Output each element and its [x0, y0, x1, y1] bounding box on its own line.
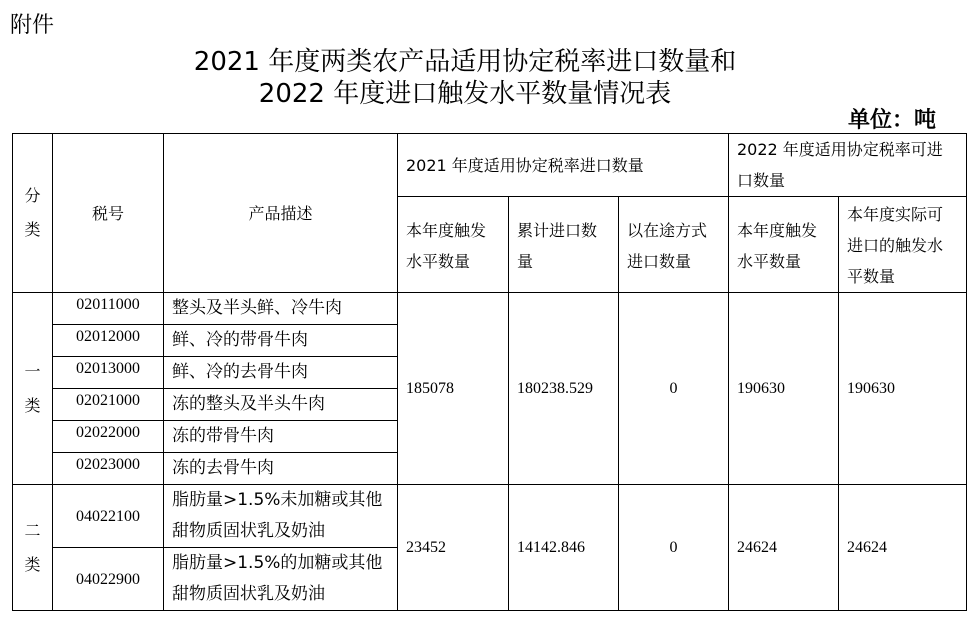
category-cell [13, 293, 53, 485]
tariff-code: 04022100 [53, 485, 164, 548]
header-actual-2022: 本年度实际可进口的触发水平数量 [839, 197, 967, 293]
product-description: 冻的去骨牛肉 [164, 453, 398, 485]
actual-2022-value: 190630 [839, 293, 967, 485]
cumulative-value: 14142.846 [509, 485, 619, 611]
header-trigger-2021: 本年度触发水平数量 [398, 197, 509, 293]
header-category [13, 134, 53, 293]
header-category-char1: 分 [24, 186, 41, 205]
category-cell [13, 485, 53, 611]
product-description: 整头及半头鲜、冷牛肉 [164, 293, 398, 325]
attachment-label: 附件 [10, 13, 55, 38]
trigger-2022-value: 24624 [729, 485, 839, 611]
cumulative-value: 180238.529 [509, 293, 619, 485]
table-row [13, 293, 967, 325]
trigger-2021-value: 185078 [398, 293, 509, 485]
product-description: 脂肪量>1.5%的加糖或其他甜物质固状乳及奶油 [164, 548, 398, 611]
header-tariff-code: 税号 [53, 134, 164, 293]
header-in-transit: 以在途方式进口数量 [619, 197, 729, 293]
table-row [13, 485, 967, 548]
header-category-char2: 类 [24, 220, 41, 239]
header-trigger-2022: 本年度触发水平数量 [729, 197, 839, 293]
header-group-2022: 2022 年度适用协定税率可进口数量 [729, 134, 967, 197]
product-description: 冻的整头及半头牛肉 [164, 389, 398, 421]
tariff-code: 02021000 [53, 389, 164, 421]
category-char1: 一 [24, 361, 41, 381]
import-quantity-table [12, 133, 967, 611]
tariff-code: 02012000 [53, 325, 164, 357]
category-char1: 二 [24, 520, 41, 540]
category-char2: 类 [24, 395, 41, 415]
tariff-code: 04022900 [53, 548, 164, 611]
tariff-code: 02013000 [53, 357, 164, 389]
in-transit-value: 0 [619, 485, 729, 611]
product-description: 冻的带骨牛肉 [164, 421, 398, 453]
tariff-code: 02011000 [53, 293, 164, 325]
in-transit-value: 0 [619, 293, 729, 485]
page-title-line2: 2022 年度进口触发水平数量情况表 [258, 79, 672, 109]
product-description: 鲜、冷的去骨牛肉 [164, 357, 398, 389]
tariff-code: 02022000 [53, 421, 164, 453]
header-group-2021: 2021 年度适用协定税率进口数量 [398, 134, 729, 197]
tariff-code: 02023000 [53, 453, 164, 485]
category-char2: 类 [24, 554, 41, 574]
product-description: 脂肪量>1.5%未加糖或其他甜物质固状乳及奶油 [164, 485, 398, 548]
trigger-2022-value: 190630 [729, 293, 839, 485]
trigger-2021-value: 23452 [398, 485, 509, 611]
header-row-1 [13, 134, 967, 197]
product-description: 鲜、冷的带骨牛肉 [164, 325, 398, 357]
actual-2022-value: 24624 [839, 485, 967, 611]
header-description: 产品描述 [164, 134, 398, 293]
unit-label: 单位：吨 [847, 108, 936, 133]
header-cumulative: 累计进口数量 [509, 197, 619, 293]
page-title-line1: 2021 年度两类农产品适用协定税率进口数量和 [193, 47, 737, 77]
